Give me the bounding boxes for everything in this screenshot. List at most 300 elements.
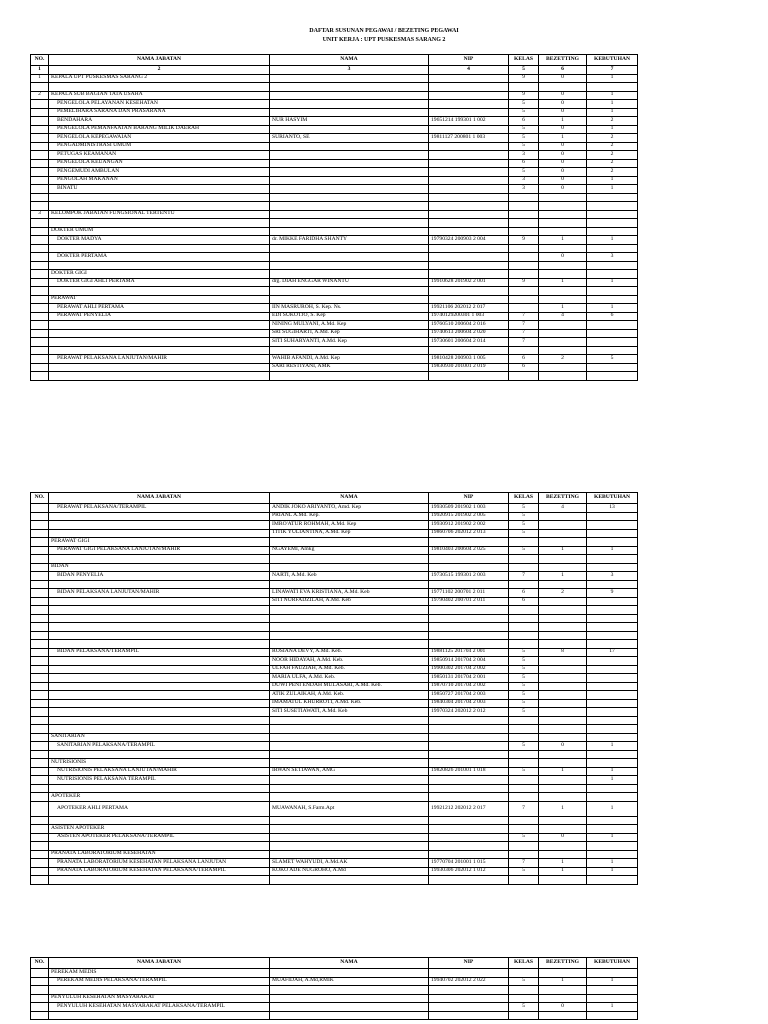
kelas-cell: 5 [509,674,539,683]
nama-jabatan-cell: KEPALA UPT PUSKESMAS SARANG 2 [49,74,270,83]
bezetting-cell: 1 [539,859,587,868]
nama-jabatan-cell [49,512,270,521]
nip-cell [429,969,509,978]
bezetting-cell [539,776,587,785]
nama-pegawai-cell [270,219,429,228]
kebutuhan-cell [587,538,638,547]
bezetting-cell [539,733,587,742]
nama-jabatan-cell [49,555,270,564]
kelas-cell: 9 [509,74,539,83]
row-number-cell [31,759,49,768]
kelas-cell [509,733,539,742]
kebutuhan-cell: 17 [587,648,638,657]
column-number-row [31,66,638,75]
nip-cell: 19921212 202012 2 017 [429,801,509,816]
row-number-cell [31,219,49,228]
bezetting-cell [539,287,587,296]
row-number-cell [31,876,49,885]
bezetting-cell [539,83,587,92]
kebutuhan-cell [587,210,638,219]
nama-jabatan-cell [49,261,270,270]
nama-pegawai-cell: NOOR HIDAYAH, A.Md. Keb. [270,657,429,666]
row-number-cell [31,725,49,734]
bezetting-cell [539,219,587,228]
nip-cell [429,876,509,885]
row-number-cell [31,304,49,313]
kebutuhan-cell [587,623,638,632]
nama-pegawai-cell: IMAMATUL KHURROTI, A.Md. Keb. [270,699,429,708]
header-nama-jabatan: NAMA JABATAN [49,55,270,66]
nama-jabatan-cell [49,784,270,793]
table-page-3 [30,957,638,1020]
bezetting-cell [539,850,587,859]
kelas-cell [509,850,539,859]
nama-jabatan-cell [49,597,270,606]
bezetting-cell [539,244,587,253]
nama-pegawai-cell [270,159,429,168]
row-number-cell [31,287,49,296]
bezetting-cell [539,538,587,547]
kebutuhan-cell: 1 [587,100,638,109]
nip-cell [429,1011,509,1020]
column-number: 6 [539,66,587,75]
nama-jabatan-cell [49,346,270,355]
nama-jabatan-cell [49,614,270,623]
bezetting-cell [539,725,587,734]
table-row [31,623,638,632]
bezetting-cell: 0 [539,168,587,177]
nama-jabatan-cell: PENYULUH KESEHATAN MASYARAKAT [49,994,270,1003]
nip-cell [429,825,509,834]
nama-pegawai-cell: ROSIANA DEVY, A.Md. Keb. [270,648,429,657]
bezetting-cell [539,631,587,640]
row-number-cell [31,538,49,547]
bezetting-cell [539,640,587,649]
kebutuhan-cell: 2 [587,159,638,168]
table-row [31,270,638,279]
kebutuhan-cell: 3 [587,253,638,262]
nama-pegawai-cell [270,563,429,572]
kebutuhan-cell [587,682,638,691]
nip-cell [429,580,509,589]
kelas-cell [509,750,539,759]
nama-jabatan-cell: BIDAN [49,563,270,572]
nip-cell: 19910628 201902 2 001 [429,278,509,287]
bezetting-cell: 4 [539,504,587,513]
kebutuhan-cell [587,338,638,347]
kebutuhan-cell [587,986,638,995]
nip-cell [429,168,509,177]
nama-jabatan-cell: SANITARIAN [49,733,270,742]
nama-jabatan-cell: PERAWAT GIGI PELAKSANA LANJUTAN/MAHIR [49,546,270,555]
table-row [31,969,638,978]
table-row [31,329,638,338]
nama-jabatan-cell: BIDAN PENYELIA [49,572,270,581]
nip-cell: 19820826 201001 1 018 [429,767,509,776]
kelas-cell: 5 [509,665,539,674]
row-number-cell [31,512,49,521]
table-row [31,538,638,547]
bezetting-cell [539,825,587,834]
kebutuhan-cell: 1 [587,304,638,313]
table-row [31,986,638,995]
nama-jabatan-cell: BENDAHARA [49,117,270,126]
bezetting-cell: 0 [539,91,587,100]
row-number-cell [31,1011,49,1020]
kebutuhan-cell [587,784,638,793]
table-row [31,708,638,717]
kebutuhan-cell [587,512,638,521]
kebutuhan-cell [587,555,638,564]
nama-pegawai-cell: DUWI PENI ENDAH MULASARI, A.Md. Keb. [270,682,429,691]
kelas-cell: 5 [509,708,539,717]
kebutuhan-cell [587,321,638,330]
bezetting-cell [539,338,587,347]
kebutuhan-cell: 2 [587,142,638,151]
kebutuhan-cell [587,244,638,253]
kelas-cell [509,623,539,632]
row-number-cell [31,83,49,92]
bezetting-cell: 1 [539,977,587,986]
row-number-cell [31,801,49,816]
bezetting-cell [539,1011,587,1020]
table-row [31,512,638,521]
kebutuhan-cell: 2 [587,134,638,143]
nip-cell: 19740129200301 1 003 [429,312,509,321]
row-number-cell [31,563,49,572]
nip-cell [429,563,509,572]
row-number-cell [31,708,49,717]
nama-pegawai-cell [270,842,429,851]
bezetting-cell [539,708,587,717]
nama-jabatan-cell [49,682,270,691]
nip-cell [429,83,509,92]
header-nama-jabatan: NAMA JABATAN [49,493,270,504]
nama-pegawai-cell [270,91,429,100]
nama-pegawai-cell [270,606,429,615]
nip-cell [429,640,509,649]
kelas-cell [509,994,539,1003]
nama-jabatan-cell: PERAWAT [49,295,270,304]
nip-cell: 19790324 200903 2 004 [429,236,509,245]
nip-cell [429,270,509,279]
nip-cell [429,210,509,219]
nama-pegawai-cell [270,185,429,194]
table-row [31,994,638,1003]
nama-jabatan-cell: DOKTER PERTAMA [49,253,270,262]
kelas-cell: 9 [509,236,539,245]
row-number-cell [31,825,49,834]
kebutuhan-cell: 1 [587,767,638,776]
bezetting-cell: 0 [539,142,587,151]
nama-pegawai-cell: NARTI, A.Md. Keb [270,572,429,581]
row-number-cell [31,614,49,623]
nama-jabatan-cell: DOKTER GIGI AHLI PERTAMA [49,278,270,287]
kelas-cell: 7 [509,801,539,816]
nama-pegawai-cell [270,227,429,236]
kebutuhan-cell [587,674,638,683]
kelas-cell: 5 [509,648,539,657]
kelas-cell [509,986,539,995]
nip-cell: 19930306 202012 1 012 [429,867,509,876]
header-nama: NAMA [270,493,429,504]
bezetting-cell [539,321,587,330]
row-number-cell [31,244,49,253]
table-row [31,159,638,168]
nama-pegawai-cell: TITIK YULIANTINA, A.Md. Kep [270,529,429,538]
kelas-cell [509,793,539,802]
row-number-cell [31,833,49,842]
nama-jabatan-cell: PENGOLAH MAKANAN [49,176,270,185]
table-page-1 [30,54,638,381]
nip-cell [429,193,509,202]
bezetting-cell [539,580,587,589]
header-kelas: KELAS [509,493,539,504]
nama-jabatan-cell: NUTRISIONIS [49,759,270,768]
bezetting-cell [539,555,587,564]
row-number-cell [31,372,49,381]
row-number-cell [31,1003,49,1012]
kebutuhan-cell [587,842,638,851]
kelas-cell: 7 [509,312,539,321]
bezetting-cell: 0 [539,108,587,117]
nip-cell [429,227,509,236]
bezetting-cell: 2 [539,355,587,364]
nama-pegawai-cell [270,969,429,978]
nip-cell [429,202,509,211]
kebutuhan-cell: 1 [587,1003,638,1012]
bezetting-cell [539,784,587,793]
nama-pegawai-cell [270,759,429,768]
row-number-cell [31,682,49,691]
row-number-cell [31,867,49,876]
table-row [31,363,638,372]
row-number-cell [31,346,49,355]
kebutuhan-cell [587,363,638,372]
kebutuhan-cell [587,563,638,572]
nama-jabatan-cell: NUTRISIONIS PELAKSANA LANJUTAN/MAHIR [49,767,270,776]
column-number: 7 [587,66,638,75]
nip-cell: 19830930 201001 2 019 [429,363,509,372]
document-subtitle: UNIT KERJA : UPT PUSKESMAS SARANG 2 [322,37,446,43]
nama-jabatan-cell [49,202,270,211]
nama-pegawai-cell [270,295,429,304]
table-row [31,142,638,151]
nama-pegawai-cell [270,168,429,177]
table-row [31,657,638,666]
kelas-cell: 9 [509,91,539,100]
nama-jabatan-cell [49,244,270,253]
nama-jabatan-cell [49,699,270,708]
kebutuhan-cell [587,227,638,236]
nama-jabatan-cell [49,691,270,700]
nama-jabatan-cell [49,219,270,228]
kebutuhan-cell [587,346,638,355]
table-row [31,759,638,768]
nip-cell [429,986,509,995]
nama-pegawai-cell: NINING MULYANI, A.Md. Kep [270,321,429,330]
nama-jabatan-cell [49,321,270,330]
nama-pegawai-cell: ULFAH FAUZIAH, A.Md. Keb. [270,665,429,674]
kelas-cell: 7 [509,338,539,347]
table-row [31,742,638,751]
nama-pegawai-cell: drg. DIAH ENGGAR WINANTU [270,278,429,287]
bezetting-cell [539,614,587,623]
nama-jabatan-cell: NUTRISIONIS PELAKSANA TERAMPIL [49,776,270,785]
row-number-cell [31,134,49,143]
table-row [31,236,638,245]
nama-jabatan-cell [49,1011,270,1020]
nip-cell [429,750,509,759]
kelas-cell [509,287,539,296]
row-number-cell: 2 [31,91,49,100]
nama-pegawai-cell [270,100,429,109]
nama-jabatan-cell [49,674,270,683]
table-row [31,185,638,194]
kelas-cell: 5 [509,125,539,134]
kelas-cell: 5 [509,512,539,521]
row-number-cell [31,329,49,338]
nama-jabatan-cell: KEPALA SUB BAGIAN TATA USAHA [49,91,270,100]
nip-cell [429,733,509,742]
nip-cell [429,108,509,117]
table-row [31,100,638,109]
nama-pegawai-cell: PRIANL A.Md. Kep. [270,512,429,521]
kelas-cell [509,304,539,313]
kebutuhan-cell: 1 [587,74,638,83]
table-row [31,850,638,859]
bezetting-cell: 0 [539,742,587,751]
bezetting-cell: 1 [539,278,587,287]
kelas-cell: 5 [509,108,539,117]
kebutuhan-cell [587,640,638,649]
nip-cell [429,606,509,615]
nama-jabatan-cell: PRANATA LABORATORIUM KESEHATAN [49,850,270,859]
header-nama: NAMA [270,55,429,66]
row-number-cell [31,151,49,160]
nama-jabatan-cell [49,716,270,725]
document-title: DAFTAR SUSUNAN PEGAWAI / BEZETING PEGAWAI [309,28,459,34]
row-number-cell [31,529,49,538]
nama-pegawai-cell [270,210,429,219]
bezetting-cell [539,227,587,236]
table-row [31,859,638,868]
kelas-cell [509,784,539,793]
row-number-cell [31,253,49,262]
kelas-cell [509,606,539,615]
kebutuhan-cell: 1 [587,91,638,100]
row-number-cell [31,859,49,868]
table-row [31,589,638,598]
nama-jabatan-cell: PENGELOLA KEPEGAWAIAN [49,134,270,143]
kelas-cell: 5 [509,691,539,700]
nama-jabatan-cell [49,83,270,92]
kebutuhan-cell: 1 [587,867,638,876]
table-row [31,521,638,530]
row-number-cell [31,750,49,759]
kelas-cell [509,83,539,92]
table-row [31,793,638,802]
nama-pegawai-cell [270,614,429,623]
kebutuhan-cell: 1 [587,108,638,117]
kelas-cell: 5 [509,867,539,876]
kelas-cell: 5 [509,546,539,555]
kelas-cell: 5 [509,168,539,177]
column-number: 4 [429,66,509,75]
nama-pegawai-cell [270,994,429,1003]
bezetting-cell: 8 [539,648,587,657]
table-row [31,304,638,313]
nip-cell [429,176,509,185]
kebutuhan-cell [587,219,638,228]
nama-jabatan-cell: PRANATA LABORATORIUM KESEHATAN PELAKSANA/TERAMPIL [49,867,270,876]
header-no: NO. [31,493,49,504]
kelas-cell: 6 [509,355,539,364]
table-row [31,784,638,793]
row-number-cell [31,623,49,632]
row-number-cell [31,733,49,742]
bezetting-cell: 1 [539,801,587,816]
kelas-cell: 7 [509,572,539,581]
row-number-cell [31,168,49,177]
table-row [31,321,638,330]
row-number-cell [31,504,49,513]
nama-pegawai-cell [270,631,429,640]
nama-jabatan-cell [49,750,270,759]
nama-jabatan-cell [49,816,270,825]
nip-cell: 19881125 201704 2 001 [429,648,509,657]
nama-pegawai-cell [270,202,429,211]
bezetting-cell [539,202,587,211]
nama-jabatan-cell [49,623,270,632]
row-number-cell [31,816,49,825]
nama-jabatan-cell [49,665,270,674]
nama-pegawai-cell: ATIK ZULAIKAH, A.Md. Keb. [270,691,429,700]
bezetting-cell [539,261,587,270]
kelas-cell [509,270,539,279]
nip-cell [429,219,509,228]
kelas-cell [509,193,539,202]
table-row [31,1011,638,1020]
nama-pegawai-cell [270,253,429,262]
kelas-cell: 5 [509,657,539,666]
nama-pegawai-cell [270,287,429,296]
row-number-cell [31,202,49,211]
nip-cell [429,742,509,751]
kebutuhan-cell: 1 [587,977,638,986]
row-number-cell [31,572,49,581]
kebutuhan-cell: 5 [587,355,638,364]
table-row [31,614,638,623]
bezetting-cell [539,563,587,572]
table-row [31,555,638,564]
nama-pegawai-cell [270,74,429,83]
nama-jabatan-cell: PRANATA LABORATORIUM KESEHATAN PELAKSANA LANJUTAN [49,859,270,868]
kelas-cell: 5 [509,504,539,513]
nip-cell [429,776,509,785]
kelas-cell [509,725,539,734]
kelas-cell: 5 [509,142,539,151]
bezetting-cell: 2 [539,589,587,598]
nama-pegawai-cell [270,372,429,381]
kelas-cell [509,1011,539,1020]
kelas-cell: 6 [509,117,539,126]
nama-jabatan-cell: PEREKAM MEDIS [49,969,270,978]
nama-pegawai-cell [270,151,429,160]
kelas-cell: 6 [509,159,539,168]
row-number-cell [31,100,49,109]
header-nip: NIP [429,493,509,504]
